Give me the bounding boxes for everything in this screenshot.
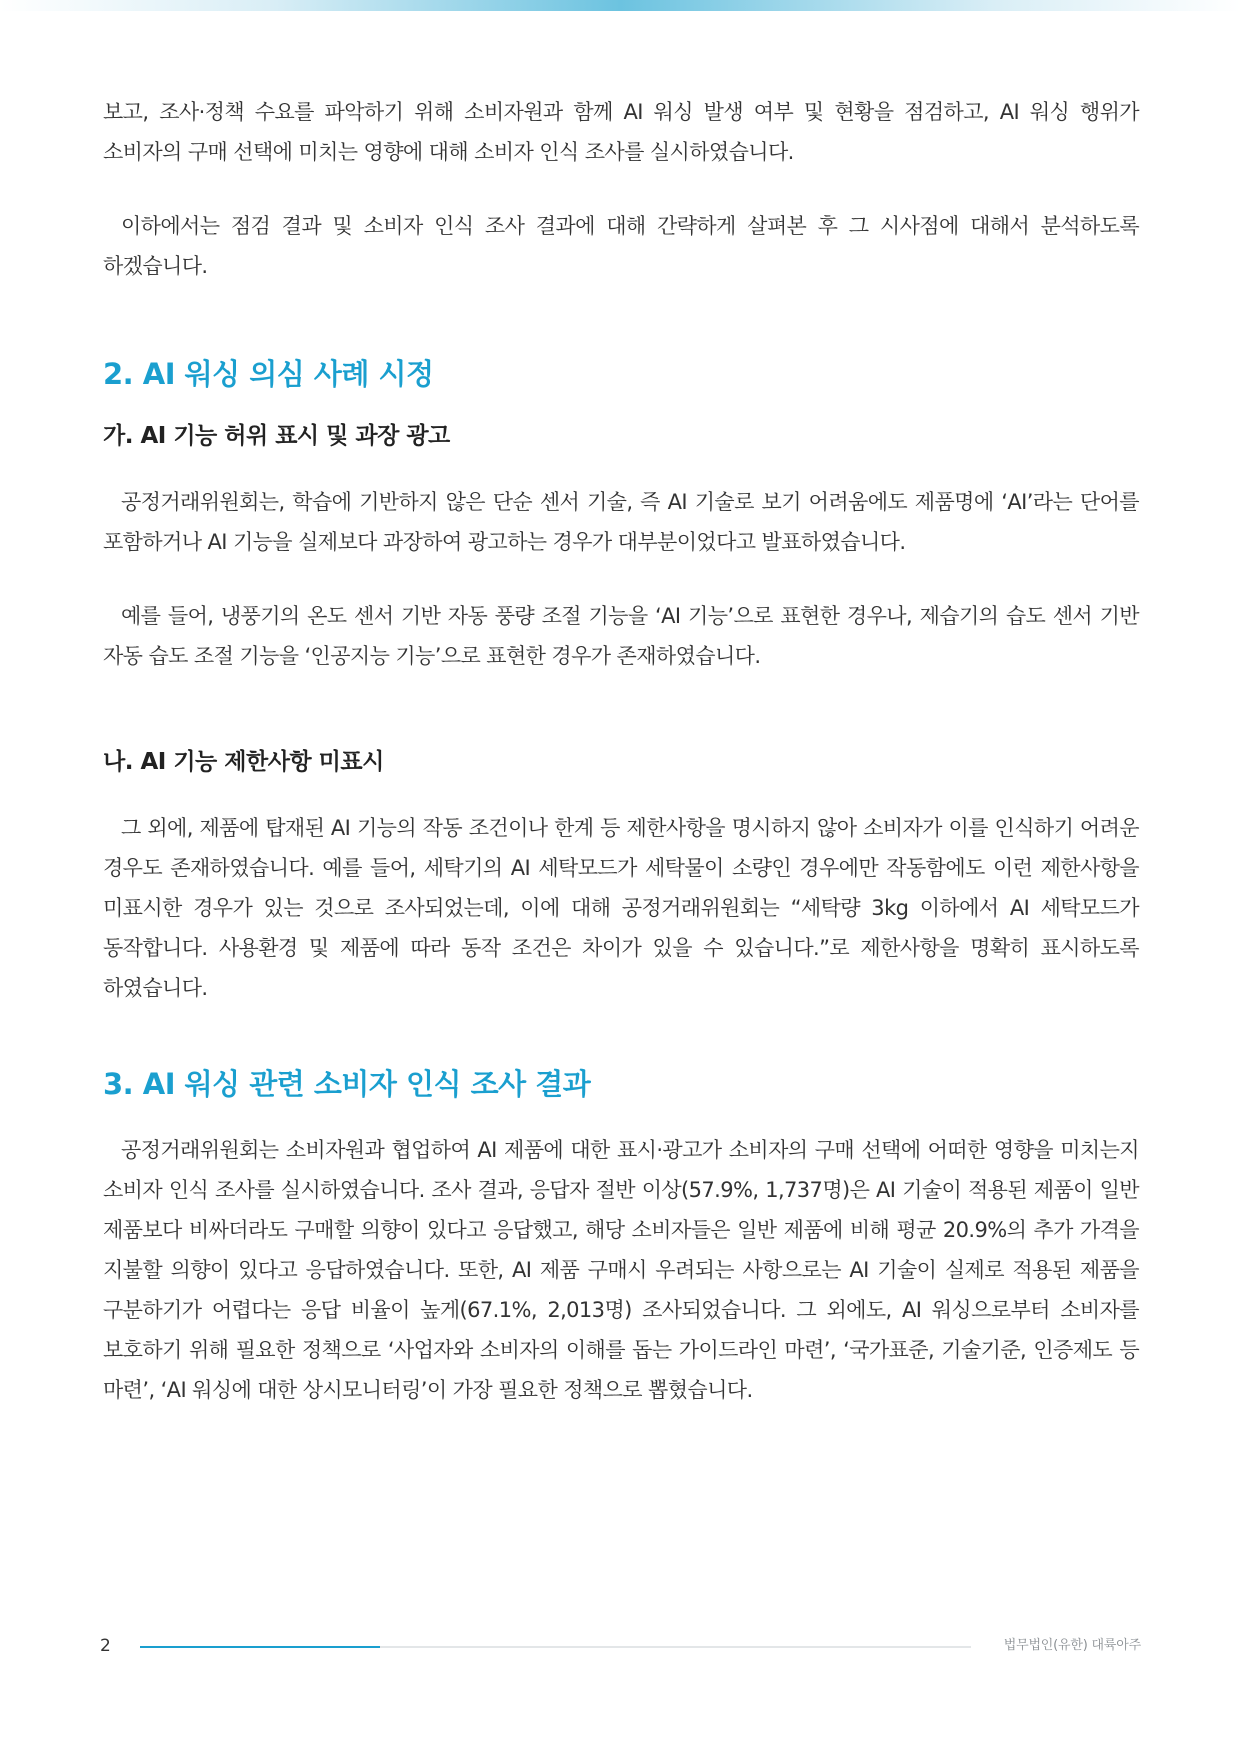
footer-divider-accent [140, 1646, 380, 1648]
subsection-ga-paragraph-1: 공정거래위원회는, 학습에 기반하지 않은 단순 센서 기술, 즉 AI 기술로 보기 어려움에도 제품명에 ‘AI’라는 단어를 포함하거나 AI 기능을 실제보다 과장하여 광고하는 경우가 대부분이었다고 발표하였습니다. [103, 490, 1139, 554]
subsection-ga-paragraph-2: 예를 들어, 냉풍기의 온도 센서 기반 자동 풍량 조절 기능을 ‘AI 기능’으로 표현한 경우나, 제습기의 습도 센서 기반 자동 습도 조절 기능을 ‘인공지능 기능’으로 표현한 경우가 존재하였습니다. [103, 604, 1139, 668]
section-2-heading: 2. AI 워싱 의심 사례 시정 [103, 357, 434, 391]
subsection-na-paragraph: 그 외에, 제품에 탑재된 AI 기능의 작동 조건이나 한계 등 제한사항을 명시하지 않아 소비자가 이를 인식하기 어려운 경우도 존재하였습니다. 예를 들어, 세탁기의 AI 세탁모드가 세탁물이 소량인 경우에만 작동함에도 이런 제한사항을 미표시한 경우가 있는 것으로 조사되었는데, 이에 대해 공정거래위원회는 “세탁량 3kg 이하에서 AI 세탁모드가 동작합니다. 사용환경 및 제품에 따라 동작 조건은 차이가 있을 수 있습니다.”로 제한사항을 명확히 표시하도록 하였습니다. [103, 816, 1139, 1000]
intro-paragraph: 보고, 조사·정책 수요를 파악하기 위해 소비자원과 함께 AI 워싱 발생 여부 및 현황을 점검하고, AI 워싱 행위가 소비자의 구매 선택에 미치는 영향에 대해 소비자 인식 조사를 실시하였습니다. [103, 100, 1139, 164]
document-body [103, 92, 1139, 1410]
subsection-ga-heading: 가. AI 기능 허위 표시 및 과장 광고 [103, 423, 450, 449]
outline-paragraph: 이하에서는 점검 결과 및 소비자 인식 조사 결과에 대해 간략하게 살펴본 후 그 시사점에 대해서 분석하도록 하겠습니다. [103, 214, 1139, 278]
firm-name: 법무법인(유한) 대륙아주 [1003, 1638, 1141, 1653]
page-number: 2 [100, 1636, 111, 1656]
header-gradient-bar [0, 0, 1241, 11]
section-3-heading: 3. AI 워싱 관련 소비자 인식 조사 결과 [103, 1067, 591, 1101]
footer-divider [140, 1646, 971, 1648]
section-3-paragraph: 공정거래위원회는 소비자원과 협업하여 AI 제품에 대한 표시·광고가 소비자의 구매 선택에 어떠한 영향을 미치는지 소비자 인식 조사를 실시하였습니다. 조사 결과, 응답자 절반 이상(57.9%, 1,737명)은 AI 기술이 적용된 제품이 일반 제품보다 비싸더라도 구매할 의향이 있다고 응답했고, 해당 소비자들은 일반 제품에 비해 평균 20.9%의 추가 가격을 지불할 의향이 있다고 응답하였습니다. 또한, AI 제품 구매시 우려되는 사항으로는 AI 기술이 실제로 적용된 제품을 구분하기가 어렵다는 응답 비율이 높게(67.1%, 2,013명) 조사되었습니다. 그 외에도, AI 워싱으로부터 소비자를 보호하기 위해 필요한 정책으로 ‘사업자와 소비자의 이해를 돕는 가이드라인 마련’, ‘국가표준, 기술기준, 인증제도 등 마련’, ‘AI 워싱에 대한 상시모니터링’이 가장 필요한 정책으로 뽑혔습니다. [103, 1138, 1139, 1402]
page-footer [100, 1634, 1141, 1658]
subsection-na-heading: 나. AI 기능 제한사항 미표시 [103, 749, 384, 775]
